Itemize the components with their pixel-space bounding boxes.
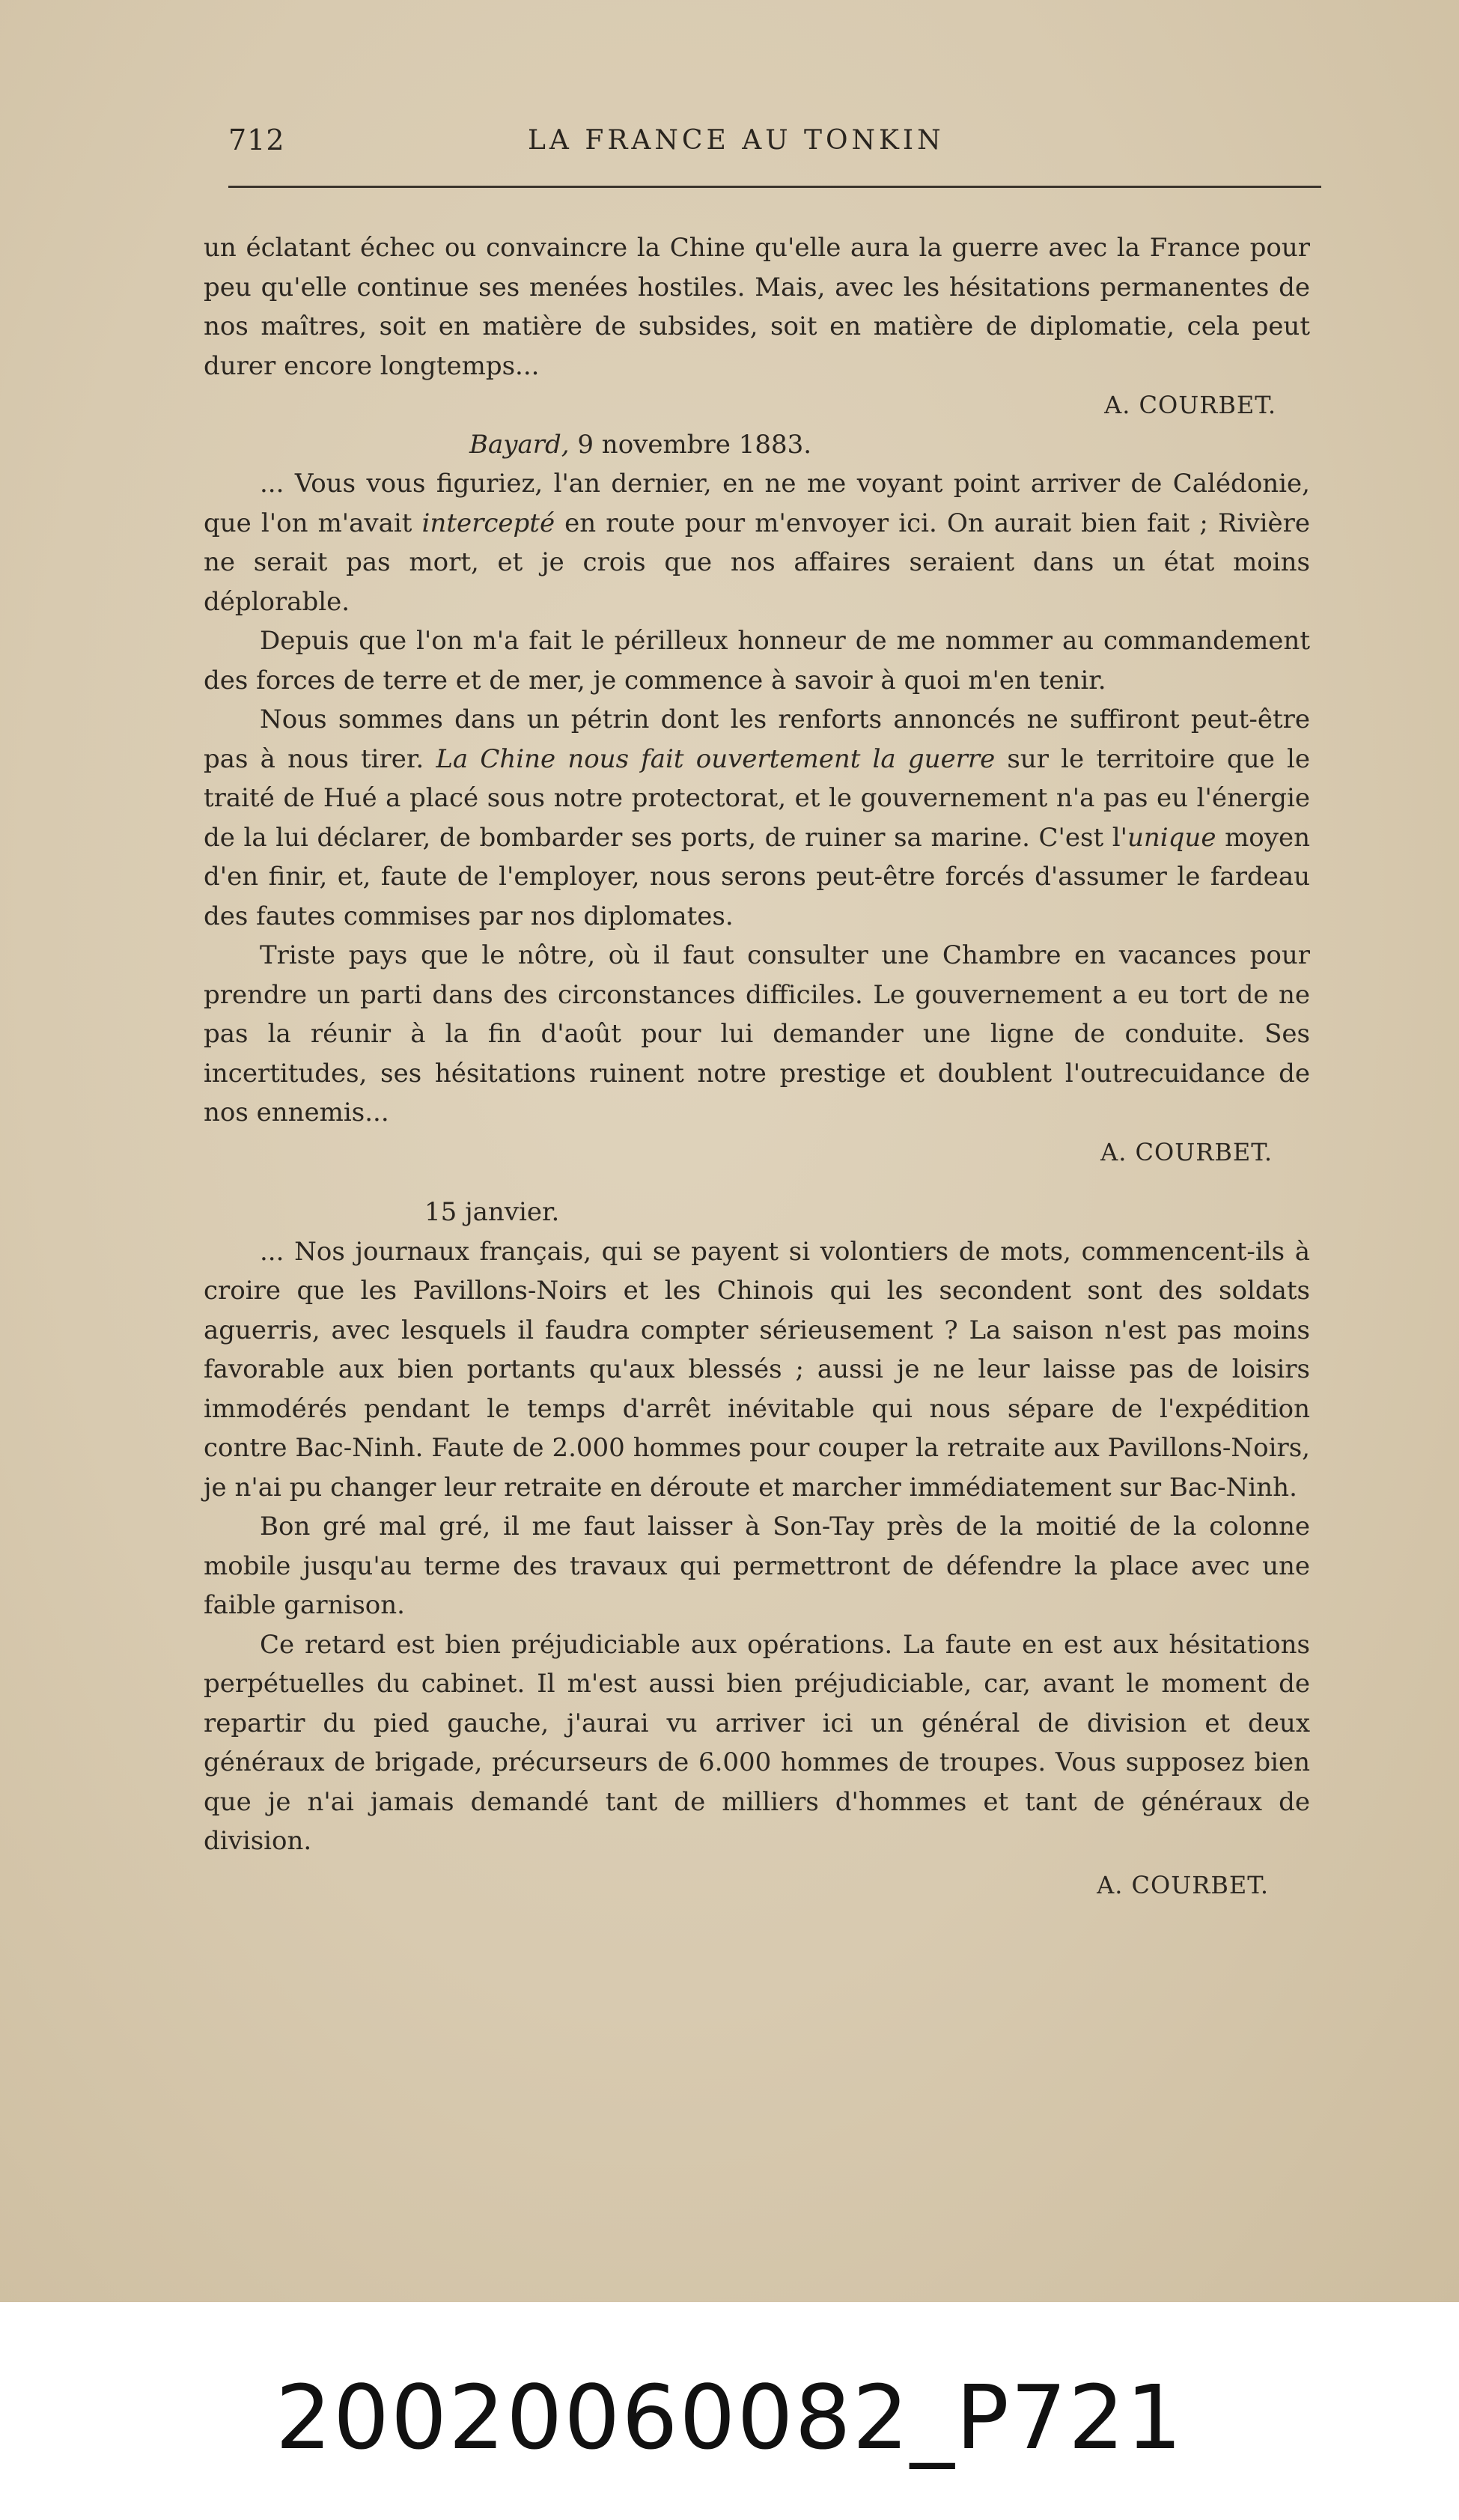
letter-2-paragraph-4: Triste pays que le nôtre, où il faut consulter une Chambre en vacances pour prendre un parti dans des circonstances difficiles. Le gouvernement a eu tort de ne pas la réunir à la fin d'août pour lui demander une ligne de conduite. Ses incertitudes, ses hésitations ruinent notre prestige et doublent l'outrecuidance de nos ennemis... <box>204 940 1310 1127</box>
page-header <box>228 124 1321 161</box>
image-caption: 20020060082_P721 <box>275 2366 1184 2469</box>
letter-3-paragraph-2: Bon gré mal gré, il me faut laisser à Son-Tay près de la moitié de la colonne mobile jusqu'au terme des travaux qui permettront de défendre la place avec une faible garnison. <box>204 1512 1310 1620</box>
letter-2-place: Bayard, <box>469 429 570 460</box>
letter-2-paragraph-1: ... Vous vous figuriez, l'an dernier, en ne me voyant point arriver de Calédonie, que l'on m'avait intercepté en route pour m'envoyer ici. On aurait bien fait ; Rivière ne serait pas mort, et je crois que nos affaires seraient dans un état moins déplorable. <box>204 469 1310 617</box>
letter-1-paragraph: un éclatant échec ou convaincre la Chine qu'elle aura la guerre avec la France pour peu qu'elle continue ses menées hostiles. Mais, avec les hésitations permanentes de nos maîtres, soit en matière de subsides, soit en matière de diplomatie, cela peut durer encore longtemps... <box>204 233 1310 381</box>
letter-2-paragraph-3: Nous sommes dans un pétrin dont les renforts annoncés ne suffiront peut-être pas à nous tirer. La Chine nous fait ouvertement la guerre sur le territoire que le traité de Hué a placé sous notre protectorat, et le gouvernement n'a pas eu l'énergie de la lui déclarer, de bombarder ses ports, de ruiner sa marine. C'est l'unique moyen d'en finir, et, faute de l'employer, nous serons peut-être forcés d'assumer le fardeau des fautes commises par nos diplomates. <box>204 704 1310 931</box>
letter-3-signature: A. COURBET. <box>1097 1870 1269 1899</box>
letter-2-date: 9 novembre 1883. <box>569 429 812 460</box>
page-number: 712 <box>228 124 285 156</box>
header-rule <box>228 186 1321 188</box>
letter-2-dateline <box>204 425 1310 465</box>
letter-2-paragraph-2: Depuis que l'on m'a fait le périlleux honneur de me nommer au commandement des forces de terre et de mer, je commence à savoir à quoi m'en tenir. <box>204 626 1310 696</box>
letter-3-dateline: 15 janvier. <box>424 1197 560 1227</box>
text-body <box>204 228 1310 1905</box>
running-title: LA FRANCE AU TONKIN <box>528 125 945 156</box>
letter-1-signature: A. COURBET. <box>1104 391 1276 419</box>
letter-3-paragraph-1: ... Nos journaux français, qui se payent si volontiers de mots, commencent-ils à croire que les Pavillons-Noirs et les Chinois qui les secondent sont des soldats aguerris, avec lesquels il faudra compter sérieusement ? La saison n'est pas moins favorable aux bien portants qu'aux blessés ; aussi je ne leur laisse pas de loisirs immodérés pendant le temps d'arrêt inévitable qui nous sépare de l'expédition contre Bac-Ninh. Faute de 2.000 hommes pour couper la retraite aux Pavillons-Noirs, je n'ai pu changer leur retraite en déroute et marcher immédiatement sur Bac-Ninh. <box>204 1236 1310 1503</box>
letter-2-signature: A. COURBET. <box>1100 1137 1273 1166</box>
letter-3-paragraph-3: Ce retard est bien préjudiciable aux opérations. La faute en est aux hésitations perpétuelles du cabinet. Il m'est aussi bien préjudiciable, car, avant le moment de repartir du pied gauche, j'aurai vu arriver ici un général de division et deux généraux de brigade, précurseurs de 6.000 hommes de troupes. Vous supposez bien que je n'ai jamais demandé tant de milliers d'hommes et tant de généraux de division. <box>204 1629 1310 1856</box>
